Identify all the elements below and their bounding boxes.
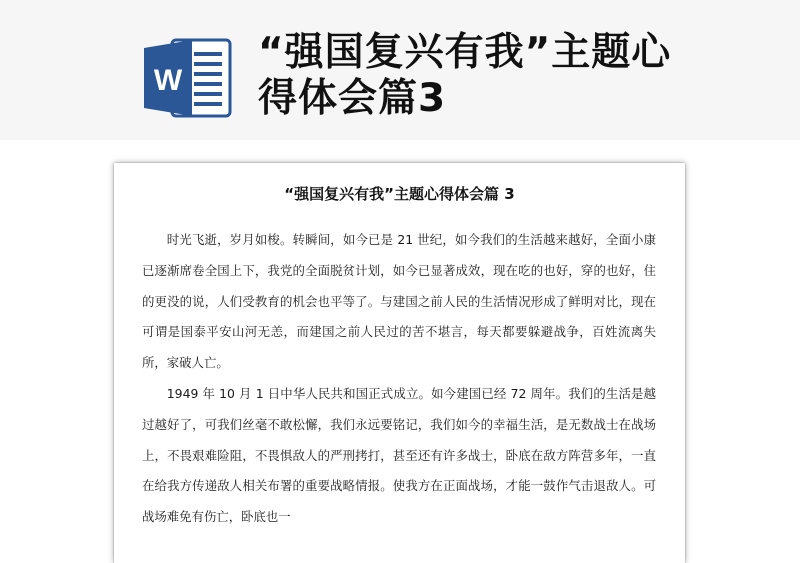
document-preview xyxy=(114,163,685,563)
word-document-icon xyxy=(142,36,234,120)
document-paragraph: 时光飞逝，岁月如梭。转瞬间，如今已是 21 世纪，如今我们的生活越来越好，全面小康已逐渐席卷全国上下，我党的全面脱贫计划，如今已显著成效，现在吃的也好，穿的也好，住的更没的说，人们受教育的机会也平等了。与建国之前人民的生活情况形成了鲜明对比，现在可谓是国泰平安山河无恙，而建国之前人民过的苦不堪言，每天都要躲避战争，百姓流离失所，家破人亡。 xyxy=(142,232,656,371)
document-paragraph: 1949 年 10 月 1 日中华人民共和国正式成立。如今建国已经 72 周年。我们的生活是越过越好了，可我们丝毫不敢松懈，我们永远要铭记，我们如今的幸福生活，是无数战士在战场上，不畏艰难险阻，不畏惧敌人的严刑拷打，甚至还有许多战士，卧底在敌方阵营多年，一直在给我方传递敌人相关布署的重要战略情报。使我方在正面战场，才能一鼓作气击退敌人。可战场难免有伤亡，卧底也一 xyxy=(142,385,656,525)
word-icon-letter: W xyxy=(153,64,183,97)
header-banner xyxy=(0,0,800,140)
document-title: “强国复兴有我”主题心得体会篇 3 xyxy=(284,185,515,203)
document-body xyxy=(142,225,656,533)
page-title: “强国复兴有我”主题心得体会篇3 xyxy=(258,30,672,121)
